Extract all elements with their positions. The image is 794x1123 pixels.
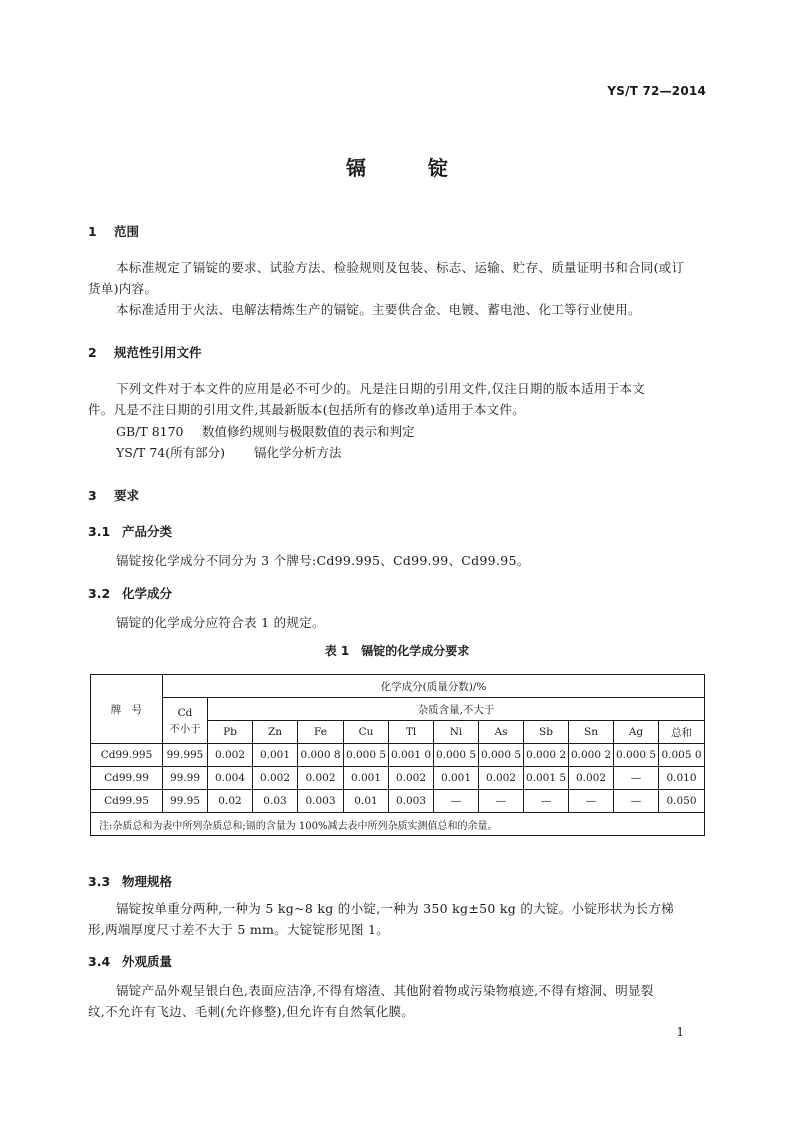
section-title: 产品分类 [122,524,173,539]
element-header-cell: Ni [434,721,479,744]
impurity-value-cell: 0.001 0 [389,744,434,767]
impurity-value-cell: 0.010 [659,767,705,790]
impurity-value-cell: 0.001 5 [524,767,569,790]
impurity-value-cell: 0.004 [208,767,253,790]
table-row [91,767,705,790]
impurity-value-cell: — [614,767,659,790]
impurity-value-cell: 0.002 [569,767,614,790]
element-header-cell: Sn [569,721,614,744]
cd-value-cell: 99.99 [163,767,208,790]
title-char-2: 锭 [428,156,448,180]
impurity-value-cell: 0.000 2 [569,744,614,767]
section-number: 3.3 [88,874,111,889]
impurity-value-cell: 0.000 2 [524,744,569,767]
cd-header-symbol: Cd [177,706,193,719]
reference-name: 镉化学分析方法 [254,445,342,460]
section-title: 规范性引用文件 [114,345,202,360]
grade-cell: Cd99.995 [91,744,163,767]
paragraph-line: 镉锭产品外观呈银白色,表面应洁净,不得有熔渣、其他附着物或污染物痕迹,不得有熔洞、明显裂 [116,983,654,998]
impurity-value-cell: 0.002 [298,767,344,790]
section-3-1-heading [88,522,172,540]
reference-code: YS/T 74(所有部分) [116,445,225,460]
section-1-paragraph-2: 本标准适用于火法、电解法精炼生产的镉锭。主要供合金、电镀、蓄电池、化工等行业使用。 [116,302,641,317]
grade-cell: Cd99.99 [91,767,163,790]
impurity-value-cell: — [434,790,479,813]
element-header-cell: 总和 [659,721,705,744]
section-title: 范围 [114,224,140,239]
paragraph-line: 下列文件对于本文件的应用是必不可少的。凡是注日期的引用文件,仅注日期的版本适用于本文 [116,381,646,396]
section-3-3-paragraph [88,898,708,940]
impurity-value-cell: 0.03 [253,790,298,813]
impurity-value-cell: 0.000 5 [434,744,479,767]
table-row [91,744,705,767]
element-header-cell: Cu [344,721,389,744]
document-title [0,152,794,181]
title-char-1: 镉 [346,156,366,180]
paragraph-line: 本标准规定了镉锭的要求、试验方法、检验规则及包装、标志、运输、贮存、质量证明书和合同(或订 [116,260,685,275]
impurity-value-cell: 0.050 [659,790,705,813]
standard-code: YS/T 72—2014 [607,84,706,98]
section-3-1-paragraph: 镉锭按化学成分不同分为 3 个牌号:Cd99.995、Cd99.99、Cd99.95。 [116,553,530,568]
element-header-cell: Zn [253,721,298,744]
chemical-composition-table [90,674,705,836]
impurity-value-cell: — [569,790,614,813]
reference-name: 数值修约规则与极限数值的表示和判定 [202,424,415,439]
table-row [91,790,705,813]
reference-item [116,422,415,440]
element-header-cell: Ag [614,721,659,744]
paragraph-line: 货单)内容。 [88,281,158,296]
reference-item [116,443,342,461]
composition-header-cell: 化学成分(质量分数)/% [163,675,705,698]
impurity-value-cell: 0.000 5 [344,744,389,767]
reference-code: GB/T 8170 [116,424,184,439]
element-header-cell: Fe [298,721,344,744]
section-number: 2 [88,345,97,360]
section-number: 1 [88,224,97,239]
section-2-heading [88,343,202,361]
impurity-value-cell: 0.003 [298,790,344,813]
section-1-paragraph-1 [88,257,708,299]
section-3-4-paragraph [88,980,708,1022]
paragraph-line: 件。凡是不注日期的引用文件,其最新版本(包括所有的修改单)适用于本文件。 [88,402,526,417]
paragraph-line: 镉锭按单重分两种,一种为 5 kg~8 kg 的小锭,一种为 350 kg±50 kg 的大锭。小锭形状为长方梯 [116,901,674,916]
impurity-value-cell: 0.000 5 [479,744,524,767]
cd-value-cell: 99.95 [163,790,208,813]
section-title: 化学成分 [122,586,173,601]
impurity-value-cell: 0.001 [253,744,298,767]
impurity-value-cell: 0.000 5 [614,744,659,767]
section-3-heading [88,486,139,504]
paragraph-line: 纹,不允许有飞边、毛刺(允许修整),但允许有自然氧化膜。 [88,1004,415,1019]
impurity-value-cell: — [614,790,659,813]
impurity-value-cell: 0.005 0 [659,744,705,767]
section-title: 要求 [114,488,140,503]
element-header-cell: As [479,721,524,744]
table-1-caption: 表 1 镉锭的化学成分要求 [324,644,470,658]
section-3-2-paragraph: 镉锭的化学成分应符合表 1 的规定。 [116,615,325,630]
section-title: 外观质量 [122,954,173,969]
paragraph-line: 形,两端厚度尺寸差不大于 5 mm。大锭锭形见图 1。 [88,922,390,937]
grade-cell: Cd99.95 [91,790,163,813]
section-2-paragraph-1 [88,378,708,420]
section-number: 3.1 [88,524,111,539]
element-header-cell: Sb [524,721,569,744]
element-header-cell: Pb [208,721,253,744]
impurity-value-cell: 0.002 [253,767,298,790]
cd-header-qualifier: 不小于 [169,722,201,735]
grade-header-cell: 牌 号 [91,675,163,744]
cd-header-cell [163,698,208,744]
impurity-value-cell: 0.001 [344,767,389,790]
impurity-value-cell: — [479,790,524,813]
impurity-value-cell: 0.02 [208,790,253,813]
section-3-2-heading [88,584,172,602]
section-1-heading [88,222,139,240]
table-note: 注:杂质总和为表中所列杂质总和;镉的含量为 100%减去表中所列杂质实测值总和的余量。 [91,813,705,836]
element-header-cell: Tl [389,721,434,744]
section-number: 3.4 [88,954,111,969]
impurity-value-cell: 0.000 8 [298,744,344,767]
cd-value-cell: 99.995 [163,744,208,767]
impurity-value-cell: 0.003 [389,790,434,813]
section-3-3-heading [88,872,172,890]
section-number: 3 [88,488,97,503]
page-number: 1 [676,1025,684,1039]
impurity-header-cell: 杂质含量,不大于 [208,698,705,721]
impurity-value-cell: — [524,790,569,813]
section-number: 3.2 [88,586,111,601]
impurity-value-cell: 0.01 [344,790,389,813]
impurity-value-cell: 0.002 [208,744,253,767]
impurity-value-cell: 0.002 [389,767,434,790]
section-title: 物理规格 [122,874,173,889]
section-3-4-heading [88,952,172,970]
impurity-value-cell: 0.002 [479,767,524,790]
impurity-value-cell: 0.001 [434,767,479,790]
